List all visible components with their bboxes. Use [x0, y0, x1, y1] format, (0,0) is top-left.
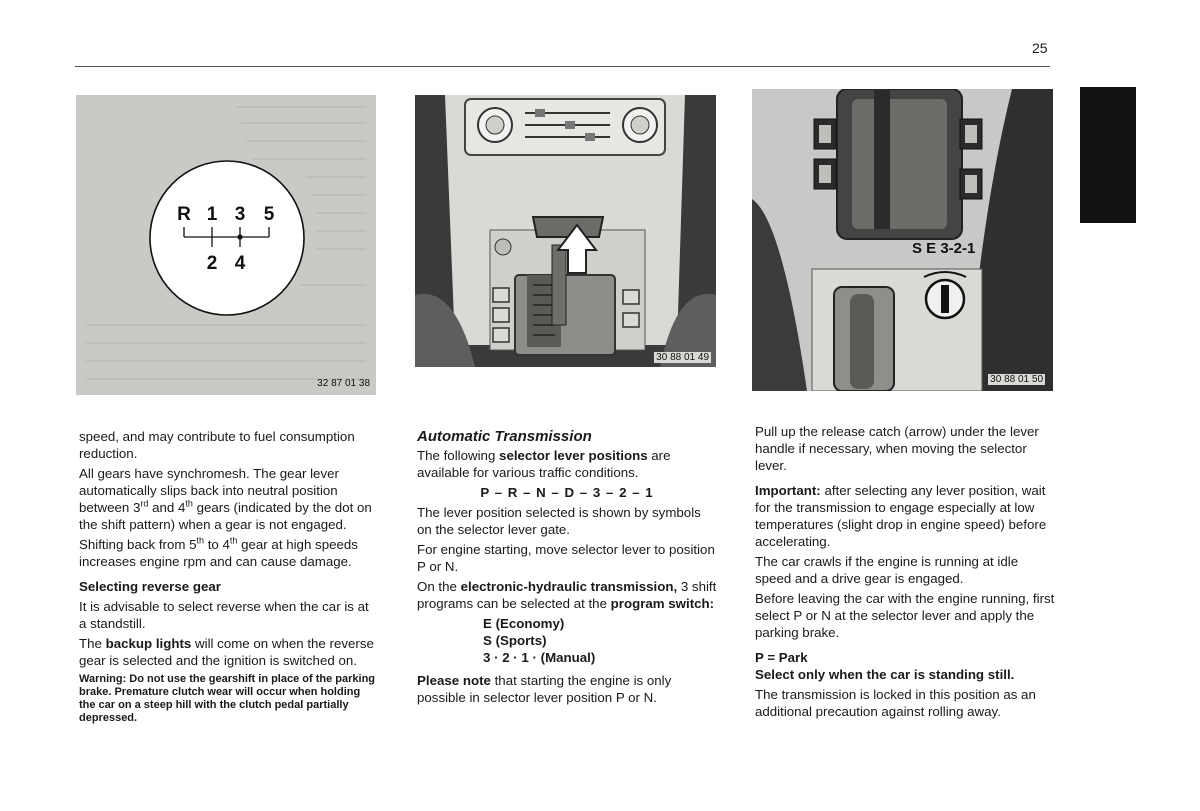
- paragraph: The transmission is locked in this position as an additional precaution against rolling away.: [755, 687, 1036, 719]
- paragraph: Pull up the release catch (arrow) under the lever handle if necessary, when moving the selector lever.: [755, 424, 1039, 473]
- figure-number: 30 88 01 50: [990, 374, 1043, 385]
- program-item: 3 · 2 · 1 · (Manual): [483, 650, 596, 665]
- column-manual-gearbox: [79, 428, 379, 728]
- paragraph: On the electronic-hydraulic transmission, 3 shift programs can be selected at the program switch:: [417, 579, 717, 611]
- paragraph: The car crawls if the engine is running at idle speed and a drive gear is engaged.: [755, 554, 1019, 586]
- program-switch-letters: S E 3-2-1: [912, 240, 976, 257]
- gear-label: 5: [263, 204, 275, 225]
- shift-pattern-diagram: [76, 95, 376, 395]
- gear-label: 3: [234, 204, 246, 225]
- gear-label: 4: [234, 253, 246, 274]
- warning-note: Warning: Do not use the gearshift in place of the parking brake. Premature clutch wear will occur when holding the car on a steep hill with the clutch pedal partially depressed.: [79, 673, 376, 724]
- shift-pattern-figure: [76, 95, 376, 395]
- paragraph: All gears have synchromesh. The gear lever automatically slips back into neutral position between 3rd and 4th gears (indicated by the dot on the shift pattern) when a gear is not engaged.: [79, 466, 372, 532]
- lever-positions: P – R – N – D – 3 – 2 – 1: [480, 485, 654, 500]
- program-switch-figure: [752, 89, 1053, 391]
- header-rule: [75, 66, 1050, 67]
- section-thumb-tab: [1080, 87, 1136, 223]
- paragraph: Important: after selecting any lever position, wait for the transmission to engage especially at low temperatures (slight drop in engine speed) before accelerating.: [755, 483, 1047, 549]
- column-selector-lever: [755, 423, 1055, 723]
- figure-number: 30 88 01 49: [656, 352, 709, 363]
- neutral-dot: [237, 234, 242, 239]
- selector-lever-figure: [415, 95, 716, 367]
- paragraph: For engine starting, move selector lever to position P or N.: [417, 542, 715, 574]
- paragraph: Please note that starting the engine is only possible in selector lever position P or N.: [417, 673, 672, 705]
- column-automatic-transmission: [417, 428, 717, 709]
- paragraph: Before leaving the car with the engine running, first select P or N at the selector lever and apply the parking brake.: [755, 591, 1055, 640]
- paragraph: Shifting back from 5th to 4th gear at high speeds increases engine rpm and can cause damage.: [79, 535, 358, 569]
- page-number: 25: [1032, 40, 1048, 56]
- program-item: E (Economy): [483, 616, 565, 631]
- program-switch-photo: [752, 89, 1053, 391]
- gear-label: 1: [206, 204, 218, 225]
- paragraph: The following selector lever positions are available for various traffic conditions.: [417, 448, 671, 480]
- figure-number: 32 87 01 38: [317, 378, 370, 389]
- program-list: [417, 615, 717, 666]
- gear-label: 2: [206, 253, 218, 274]
- program-item: S (Sports): [483, 633, 547, 648]
- section-heading: P = Park: [755, 650, 808, 665]
- gear-label: R: [177, 204, 191, 225]
- selector-lever-photo: [415, 95, 716, 367]
- section-heading: Automatic Transmission: [417, 428, 592, 445]
- section-subheading: Select only when the car is standing still.: [755, 667, 1015, 682]
- paragraph: It is advisable to select reverse when the car is at a standstill.: [79, 599, 369, 631]
- section-heading: Selecting reverse gear: [79, 579, 221, 594]
- paragraph: speed, and may contribute to fuel consumption reduction.: [79, 429, 355, 461]
- paragraph: The backup lights will come on when the reverse gear is selected and the ignition is switched on.: [79, 636, 374, 668]
- paragraph: The lever position selected is shown by symbols on the selector lever gate.: [417, 505, 701, 537]
